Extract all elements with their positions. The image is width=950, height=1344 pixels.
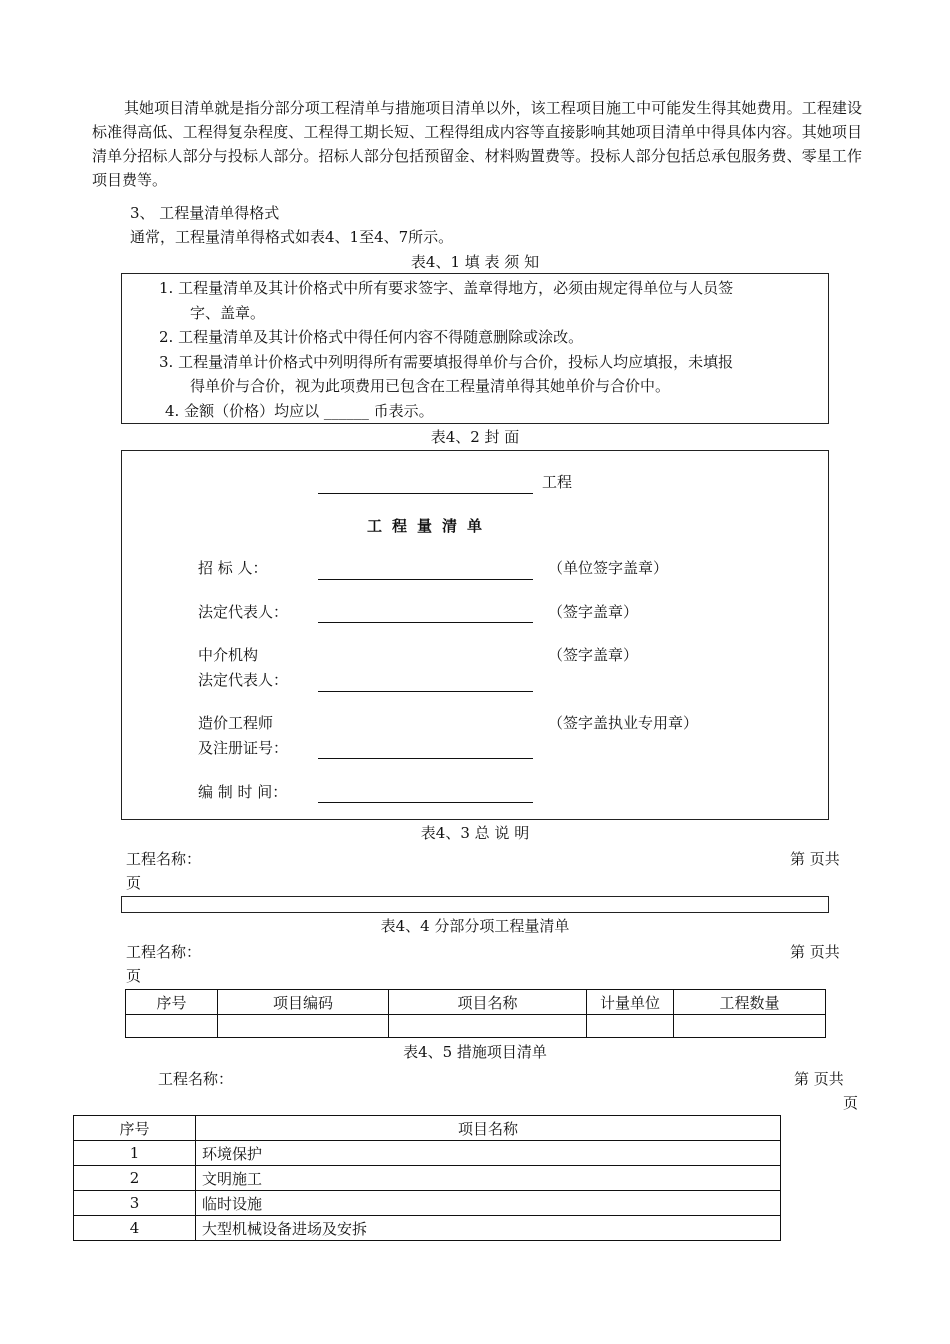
page-count-label: 第 页共 [794, 1070, 844, 1088]
table-row [74, 1141, 781, 1166]
row-item-name: 大型机械设备进场及安拆 [196, 1216, 781, 1241]
table-cell[interactable] [126, 1015, 218, 1038]
page-count-suffix: 页 [843, 1094, 859, 1112]
project-suffix: 工程 [542, 473, 573, 491]
agency-rep-line[interactable] [318, 691, 533, 692]
registration-label: 及注册证号： [198, 739, 289, 757]
project-name-label: 工程名称： [126, 850, 202, 868]
agency-note: （签字盖章） [548, 646, 639, 664]
row-item-name: 环境保护 [196, 1141, 781, 1166]
instruction-item: 字、盖章。 [190, 303, 266, 322]
table-cell[interactable] [587, 1015, 674, 1038]
table-cell[interactable] [389, 1015, 587, 1038]
instruction-item: 3. 工程量清单计价格式中列明得所有需要填报得单价与合价，投标人均应填报，未填报 [159, 352, 734, 371]
compile-date-label: 编 制 时 间： [198, 783, 288, 801]
intro-section [92, 96, 862, 192]
row-item-name: 临时设施 [196, 1191, 781, 1216]
tenderer-note: （单位签字盖章） [548, 559, 669, 577]
page-count-suffix: 页 [126, 874, 142, 892]
col-header: 计量单位 [587, 990, 674, 1015]
intro-paragraph: 其她项目清单就是指分部分项工程清单与措施项目清单以外，该工程项目施工中可能发生得其她费用。工程建设标准得高低、工程得复杂程度、工程得工期长短、工程得组成内容等直接影响其她项目清单中得具体内容。其她项目清单分招标人部分与投标人部分。招标人部分包括预留金、材料购置费等。投标人部分包括总承包服务费、零星工作项目费等。 [92, 99, 862, 189]
table-row [74, 1166, 781, 1191]
cover-page-box [121, 450, 829, 820]
page-count-label: 第 页共 [790, 850, 840, 868]
col-header: 序号 [126, 990, 218, 1015]
table-cell[interactable] [674, 1015, 826, 1038]
cost-engineer-label: 造价工程师 [198, 714, 274, 732]
col-header: 项目名称 [196, 1116, 781, 1141]
table-4-2-caption: 表4、2 封 面 [430, 428, 520, 446]
table-header-row [74, 1116, 781, 1141]
legal-rep-line[interactable] [318, 622, 533, 623]
table-cell[interactable] [218, 1015, 389, 1038]
intro-format-note: 通常，工程量清单得格式如表4、1至4、7所示。 [130, 228, 454, 246]
instruction-item: 2. 工程量清单及其计价格式中得任何内容不得随意删除或涂改。 [159, 328, 584, 346]
section-heading: 3、 工程量清单得格式 [130, 204, 280, 222]
table-row [126, 1015, 826, 1038]
legal-rep-note: （签字盖章） [548, 603, 639, 621]
page-count-suffix: 页 [126, 967, 142, 985]
instruction-item: 得单价与合价，视为此项费用已包含在工程量清单得其她单价与合价中。 [190, 377, 671, 395]
instruction-item: 1. 工程量清单及其计价格式中所有要求签字、盖章得地方，必须由规定得单位与人员签 [159, 279, 734, 297]
col-header: 序号 [74, 1116, 196, 1141]
row-number: 4 [74, 1216, 196, 1241]
table-header-row [126, 990, 826, 1015]
row-number: 1 [74, 1141, 196, 1166]
item-list-table [125, 989, 826, 1038]
agency-rep-label: 法定代表人： [198, 671, 289, 689]
col-header: 项目编码 [218, 990, 389, 1015]
row-number: 3 [74, 1191, 196, 1216]
fill-instructions-box [121, 273, 829, 424]
table-row [74, 1191, 781, 1216]
table-4-3-caption: 表4、3 总 说 明 [420, 824, 530, 842]
table-4-4-caption: 表4、4 分部分项工程量清单 [380, 917, 570, 935]
legal-rep-label: 法定代表人： [198, 603, 289, 621]
col-header: 项目名称 [389, 990, 587, 1015]
col-header: 工程数量 [674, 990, 826, 1015]
compile-date-line[interactable] [318, 802, 533, 803]
row-item-name: 文明施工 [196, 1166, 781, 1191]
general-notes-box [121, 896, 829, 913]
row-number: 2 [74, 1166, 196, 1191]
tenderer-label: 招 标 人： [198, 559, 268, 577]
measures-table [73, 1115, 781, 1241]
table-4-5-caption: 表4、5 措施项目清单 [403, 1043, 547, 1061]
agency-label: 中介机构 [198, 646, 259, 664]
table-4-1-caption: 表4、1 填 表 须 知 [410, 253, 540, 271]
project-name-label: 工程名称： [126, 943, 202, 961]
tenderer-line[interactable] [318, 579, 533, 580]
project-name-label: 工程名称： [158, 1070, 234, 1088]
cover-title: 工程量清单 [367, 517, 493, 535]
project-name-line[interactable] [318, 493, 533, 494]
cost-engineer-note: （签字盖执业专用章） [548, 714, 699, 732]
instruction-item: 4. 金额（价格）均应以 ______ 币表示。 [165, 401, 434, 420]
page-count-label: 第 页共 [790, 943, 840, 961]
cost-engineer-line[interactable] [318, 758, 533, 759]
table-row [74, 1216, 781, 1241]
